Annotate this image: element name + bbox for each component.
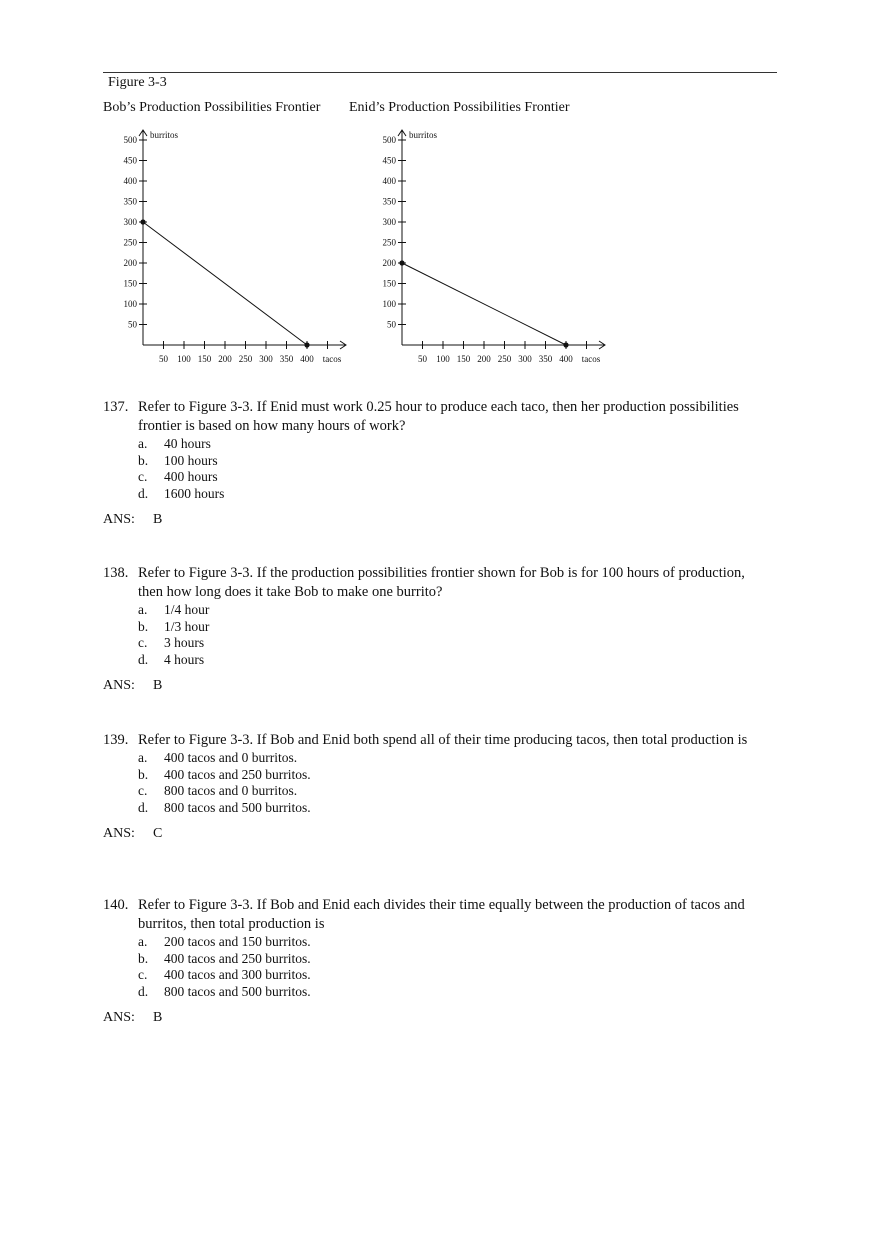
bob-ppf-chart bbox=[103, 120, 383, 375]
y-tick-label: 100 bbox=[382, 299, 396, 309]
y-tick-label: 150 bbox=[382, 278, 396, 289]
y-tick-label: 350 bbox=[382, 196, 396, 207]
y-axis-label: burritos bbox=[150, 130, 178, 140]
option-letter: c. bbox=[138, 635, 148, 651]
figure-label: Figure 3-3 bbox=[108, 75, 167, 90]
answer-value: B bbox=[153, 678, 163, 694]
option-d bbox=[138, 800, 748, 817]
option-letter: a. bbox=[138, 750, 148, 765]
question-139 bbox=[103, 731, 748, 843]
option-text: 40 hours bbox=[164, 436, 211, 451]
question-text: Refer to Figure 3-3. If the production possibilities frontier shown for Bob is for 100 hours of production, then how long does it take Bob to make one burrito? bbox=[138, 565, 745, 600]
question-number: 137. bbox=[103, 399, 129, 415]
x-axis-label: tacos bbox=[581, 354, 601, 364]
x-tick-label: 50 bbox=[418, 354, 427, 364]
ppf-endpoint bbox=[563, 342, 568, 347]
option-letter: d. bbox=[138, 983, 149, 999]
x-tick-label: 400 bbox=[300, 354, 314, 364]
option-text: 100 hours bbox=[164, 452, 218, 468]
y-tick-label: 50 bbox=[128, 319, 137, 330]
answer-line bbox=[103, 676, 748, 695]
option-letter: c. bbox=[138, 967, 148, 983]
x-tick-label: 100 bbox=[177, 354, 191, 364]
option-letter: d. bbox=[138, 799, 149, 815]
option-text: 3 hours bbox=[164, 635, 205, 651]
y-tick-label: 500 bbox=[382, 135, 396, 145]
option-letter: b. bbox=[138, 950, 149, 966]
x-tick-label: 300 bbox=[259, 354, 273, 364]
option-d bbox=[138, 652, 748, 669]
option-letter: a. bbox=[138, 934, 148, 949]
y-tick-label: 50 bbox=[387, 319, 396, 330]
option-letter: c. bbox=[138, 783, 148, 799]
y-tick-label: 300 bbox=[123, 217, 137, 227]
option-list bbox=[138, 750, 748, 816]
enid-ppf-chart bbox=[362, 120, 642, 375]
answer-line bbox=[103, 510, 748, 529]
x-axis-label: tacos bbox=[322, 354, 342, 364]
option-a bbox=[138, 750, 748, 767]
option-text: 800 tacos and 0 burritos. bbox=[164, 783, 298, 799]
question-138 bbox=[103, 564, 748, 695]
answer-label: ANS: bbox=[103, 512, 135, 528]
option-text: 400 tacos and 250 burritos. bbox=[164, 766, 311, 782]
ppf-endpoint bbox=[304, 342, 309, 347]
x-tick-label: 400 bbox=[559, 354, 573, 364]
y-tick-label: 250 bbox=[123, 237, 137, 248]
option-b bbox=[138, 453, 748, 470]
option-text: 800 tacos and 500 burritos. bbox=[164, 799, 311, 815]
answer-value: B bbox=[153, 512, 163, 528]
question-text: Refer to Figure 3-3. If Bob and Enid both spend all of their time producing tacos, then total production is bbox=[138, 732, 748, 748]
question-140 bbox=[103, 896, 748, 1027]
question-number: 139. bbox=[103, 732, 129, 748]
option-text: 1600 hours bbox=[164, 485, 225, 501]
x-tick-label: 200 bbox=[218, 354, 232, 364]
option-d bbox=[138, 486, 748, 503]
option-a bbox=[138, 436, 748, 453]
ppf-endpoint bbox=[399, 260, 404, 265]
option-a bbox=[138, 934, 748, 951]
y-tick-label: 400 bbox=[123, 176, 137, 186]
option-c bbox=[138, 783, 748, 800]
option-text: 1/4 hour bbox=[164, 602, 210, 617]
option-text: 400 tacos and 300 burritos. bbox=[164, 967, 311, 983]
answer-label: ANS: bbox=[103, 1010, 135, 1026]
x-tick-label: 200 bbox=[477, 354, 491, 364]
y-axis-label: burritos bbox=[409, 130, 437, 140]
option-list bbox=[138, 934, 748, 1000]
option-text: 400 tacos and 0 burritos. bbox=[164, 750, 298, 765]
answer-value: B bbox=[153, 1010, 163, 1026]
y-tick-label: 300 bbox=[382, 217, 396, 227]
ppf-line bbox=[402, 263, 566, 345]
answer-value: C bbox=[153, 826, 163, 842]
y-tick-label: 400 bbox=[382, 176, 396, 186]
answer-label: ANS: bbox=[103, 826, 135, 842]
option-letter: a. bbox=[138, 436, 148, 451]
option-text: 200 tacos and 150 burritos. bbox=[164, 934, 311, 949]
option-text: 400 hours bbox=[164, 469, 218, 485]
option-c bbox=[138, 967, 748, 984]
option-a bbox=[138, 602, 748, 619]
option-letter: b. bbox=[138, 618, 149, 634]
option-c bbox=[138, 635, 748, 652]
option-b bbox=[138, 619, 748, 636]
x-tick-label: 250 bbox=[497, 354, 512, 364]
x-tick-label: 150 bbox=[197, 354, 212, 364]
bob-chart-title: Bob’s Production Possibilities Frontier bbox=[103, 100, 321, 115]
x-tick-label: 300 bbox=[518, 354, 532, 364]
option-letter: b. bbox=[138, 452, 149, 468]
answer-line bbox=[103, 824, 748, 843]
question-text: Refer to Figure 3-3. If Bob and Enid each divides their time equally between the production of tacos and burritos, then total production is bbox=[138, 897, 745, 932]
question-number: 138. bbox=[103, 565, 129, 581]
y-tick-label: 250 bbox=[382, 237, 396, 248]
x-tick-label: 250 bbox=[238, 354, 253, 364]
y-tick-label: 200 bbox=[382, 258, 396, 268]
ppf-line bbox=[143, 222, 307, 345]
option-text: 400 tacos and 250 burritos. bbox=[164, 950, 311, 966]
y-tick-label: 150 bbox=[123, 278, 137, 289]
option-b bbox=[138, 951, 748, 968]
header-rule bbox=[103, 72, 777, 73]
x-tick-label: 350 bbox=[279, 354, 294, 364]
option-letter: d. bbox=[138, 651, 149, 667]
option-letter: c. bbox=[138, 469, 148, 485]
question-137 bbox=[103, 398, 748, 529]
option-letter: d. bbox=[138, 485, 149, 501]
answer-label: ANS: bbox=[103, 678, 135, 694]
y-tick-label: 500 bbox=[123, 135, 137, 145]
x-tick-label: 150 bbox=[456, 354, 471, 364]
question-number: 140. bbox=[103, 897, 129, 913]
y-tick-label: 450 bbox=[123, 155, 137, 166]
option-c bbox=[138, 469, 748, 486]
option-list bbox=[138, 436, 748, 502]
enid-chart-title: Enid’s Production Possibilities Frontier bbox=[349, 100, 570, 115]
option-letter: b. bbox=[138, 766, 149, 782]
option-list bbox=[138, 602, 748, 668]
x-tick-label: 50 bbox=[159, 354, 168, 364]
question-text: Refer to Figure 3-3. If Enid must work 0.25 hour to produce each taco, then her production possibilities frontier is based on how many hours of work? bbox=[138, 399, 739, 434]
y-tick-label: 350 bbox=[123, 196, 137, 207]
y-tick-label: 100 bbox=[123, 299, 137, 309]
x-tick-label: 350 bbox=[538, 354, 553, 364]
ppf-endpoint bbox=[140, 219, 145, 224]
y-tick-label: 200 bbox=[123, 258, 137, 268]
option-d bbox=[138, 984, 748, 1001]
option-text: 4 hours bbox=[164, 651, 205, 667]
option-text: 1/3 hour bbox=[164, 618, 210, 634]
option-letter: a. bbox=[138, 602, 148, 617]
answer-line bbox=[103, 1008, 748, 1027]
option-text: 800 tacos and 500 burritos. bbox=[164, 983, 311, 999]
x-tick-label: 100 bbox=[436, 354, 450, 364]
y-tick-label: 450 bbox=[382, 155, 396, 166]
option-b bbox=[138, 767, 748, 784]
